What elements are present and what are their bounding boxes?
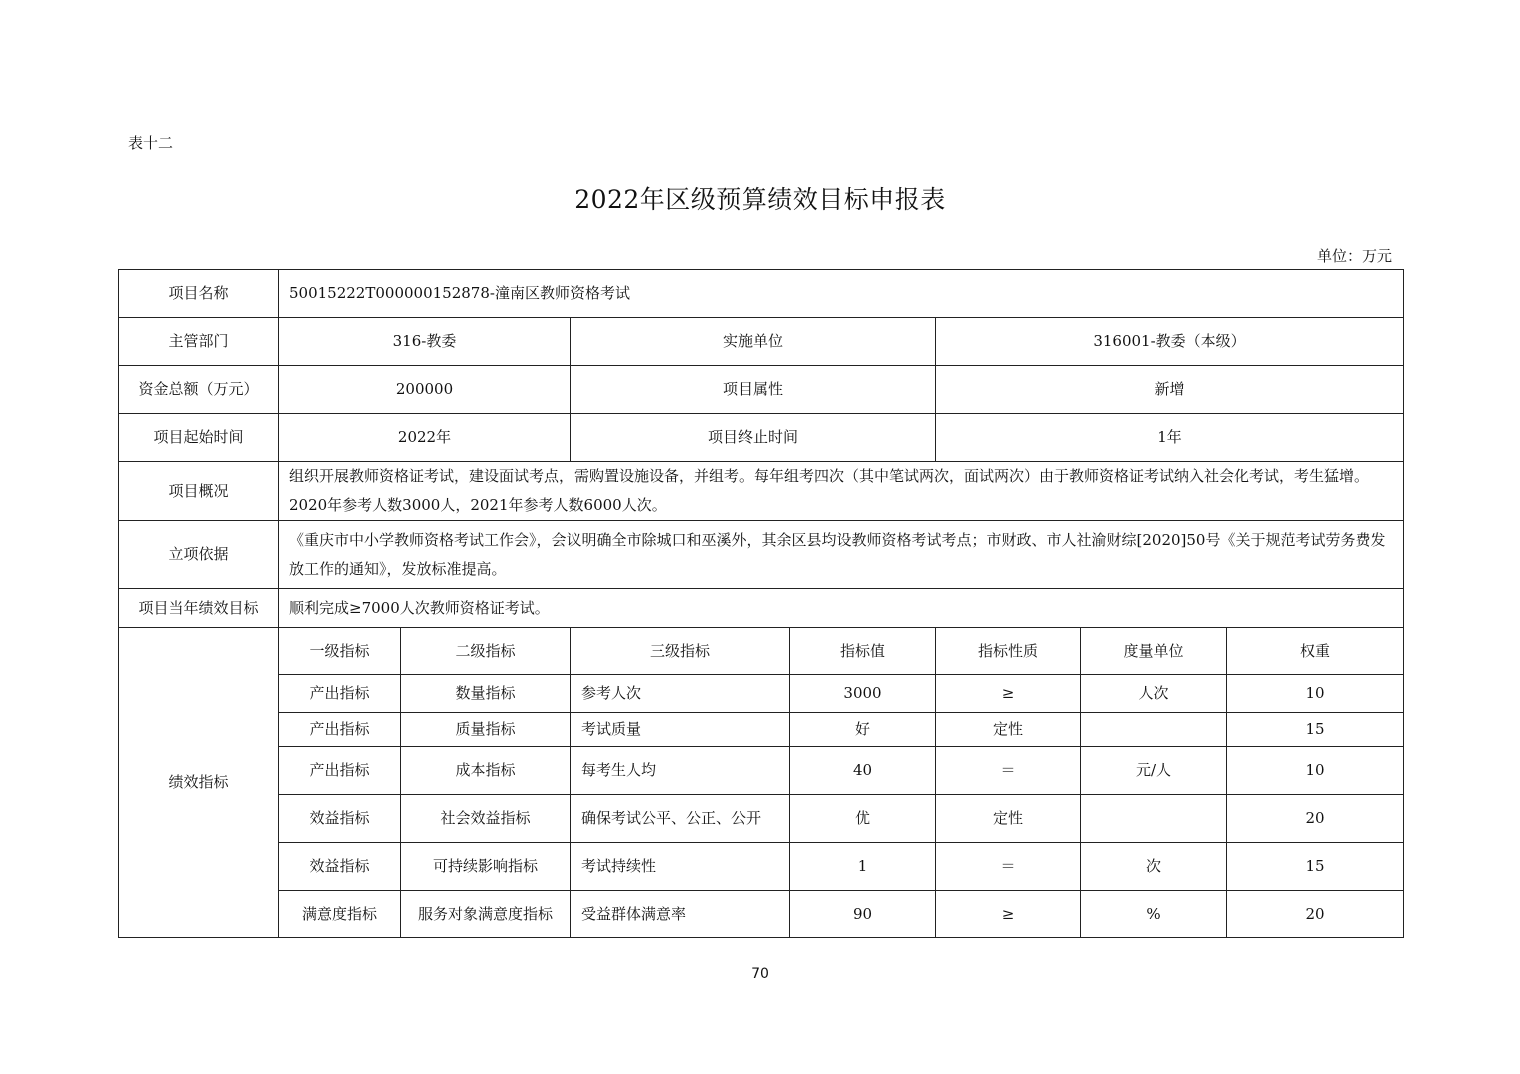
cell-nature: ≥ <box>936 891 1081 938</box>
indicator-row <box>119 747 1404 795</box>
value-project-attribute: 新增 <box>936 366 1404 414</box>
cell-level2: 服务对象满意度指标 <box>401 891 571 938</box>
value-project-overview: 组织开展教师资格证考试，建设面试考点，需购置设施设备，并组考。每年组考四次（其中笔试两次，面试两次）由于教师资格证考试纳入社会化考试，考生猛增。2020年参考人数3000人，2021年参考人数6000人次。 <box>279 462 1404 521</box>
value-total-funds: 200000 <box>279 366 571 414</box>
cell-value: 好 <box>790 713 936 747</box>
value-annual-goal: 顺利完成≥7000人次教师资格证考试。 <box>279 589 1404 628</box>
row-period <box>119 414 1404 462</box>
cell-level2: 可持续影响指标 <box>401 843 571 891</box>
cell-level2: 社会效益指标 <box>401 795 571 843</box>
cell-level1: 效益指标 <box>279 843 401 891</box>
document-title: 2022年区级预算绩效目标申报表 <box>574 185 946 214</box>
header-nature: 指标性质 <box>936 628 1081 675</box>
cell-level3: 确保考试公平、公正、公开 <box>571 795 790 843</box>
indicator-row <box>119 713 1404 747</box>
cell-unit: 元/人 <box>1081 747 1227 795</box>
value-implementing-unit: 316001-教委（本级） <box>936 318 1404 366</box>
budget-performance-table <box>118 269 1404 938</box>
cell-weight: 15 <box>1227 843 1404 891</box>
value-department: 316-教委 <box>279 318 571 366</box>
header-value: 指标值 <box>790 628 936 675</box>
cell-level2: 成本指标 <box>401 747 571 795</box>
value-start-time: 2022年 <box>279 414 571 462</box>
cell-nature: ≥ <box>936 675 1081 713</box>
label-department: 主管部门 <box>119 318 279 366</box>
cell-weight: 20 <box>1227 891 1404 938</box>
cell-unit <box>1081 795 1227 843</box>
label-implementing-unit: 实施单位 <box>571 318 936 366</box>
cell-weight: 20 <box>1227 795 1404 843</box>
cell-level1: 效益指标 <box>279 795 401 843</box>
row-project-name <box>119 270 1404 318</box>
cell-level1: 产出指标 <box>279 747 401 795</box>
indicator-row <box>119 675 1404 713</box>
indicator-row <box>119 843 1404 891</box>
label-project-overview: 项目概况 <box>119 462 279 521</box>
cell-level3: 考试持续性 <box>571 843 790 891</box>
label-annual-goal: 项目当年绩效目标 <box>119 589 279 628</box>
cell-unit: 次 <box>1081 843 1227 891</box>
value-project-name: 50015222T000000152878-潼南区教师资格考试 <box>279 270 1404 318</box>
cell-unit <box>1081 713 1227 747</box>
cell-value: 90 <box>790 891 936 938</box>
table-number-label: 表十二 <box>128 134 174 152</box>
header-unit: 度量单位 <box>1081 628 1227 675</box>
cell-value: 优 <box>790 795 936 843</box>
cell-level1: 产出指标 <box>279 675 401 713</box>
cell-unit: 人次 <box>1081 675 1227 713</box>
header-weight: 权重 <box>1227 628 1404 675</box>
row-department <box>119 318 1404 366</box>
row-basis <box>119 521 1404 589</box>
label-end-time: 项目终止时间 <box>571 414 936 462</box>
row-funds <box>119 366 1404 414</box>
cell-level2: 数量指标 <box>401 675 571 713</box>
cell-level3: 受益群体满意率 <box>571 891 790 938</box>
value-project-basis: 《重庆市中小学教师资格考试工作会》，会议明确全市除城口和巫溪外，其余区县均设教师资格考试考点；市财政、市人社渝财综[2020]50号《关于规范考试劳务费发放工作的通知》，发放标准提高。 <box>279 521 1404 589</box>
label-start-time: 项目起始时间 <box>119 414 279 462</box>
cell-value: 40 <box>790 747 936 795</box>
cell-level1: 产出指标 <box>279 713 401 747</box>
unit-label: 单位：万元 <box>1316 247 1392 265</box>
cell-nature: 定性 <box>936 713 1081 747</box>
cell-nature: ＝ <box>936 843 1081 891</box>
row-overview <box>119 462 1404 521</box>
label-total-funds: 资金总额（万元） <box>119 366 279 414</box>
cell-unit: % <box>1081 891 1227 938</box>
cell-level3: 每考生人均 <box>571 747 790 795</box>
cell-level1: 满意度指标 <box>279 891 401 938</box>
cell-weight: 10 <box>1227 675 1404 713</box>
cell-nature: ＝ <box>936 747 1081 795</box>
indicator-row <box>119 795 1404 843</box>
cell-level2: 质量指标 <box>401 713 571 747</box>
header-level1: 一级指标 <box>279 628 401 675</box>
page-number: 70 <box>751 966 769 982</box>
cell-level3: 考试质量 <box>571 713 790 747</box>
header-level2: 二级指标 <box>401 628 571 675</box>
indicator-row <box>119 891 1404 938</box>
cell-value: 1 <box>790 843 936 891</box>
cell-level3: 参考人次 <box>571 675 790 713</box>
row-annual-goal <box>119 589 1404 628</box>
label-performance-indicators: 绩效指标 <box>119 628 279 938</box>
label-project-basis: 立项依据 <box>119 521 279 589</box>
indicator-header-row <box>119 628 1404 675</box>
cell-weight: 15 <box>1227 713 1404 747</box>
cell-value: 3000 <box>790 675 936 713</box>
label-project-name: 项目名称 <box>119 270 279 318</box>
cell-nature: 定性 <box>936 795 1081 843</box>
cell-weight: 10 <box>1227 747 1404 795</box>
value-end-time: 1年 <box>936 414 1404 462</box>
header-level3: 三级指标 <box>571 628 790 675</box>
label-project-attribute: 项目属性 <box>571 366 936 414</box>
